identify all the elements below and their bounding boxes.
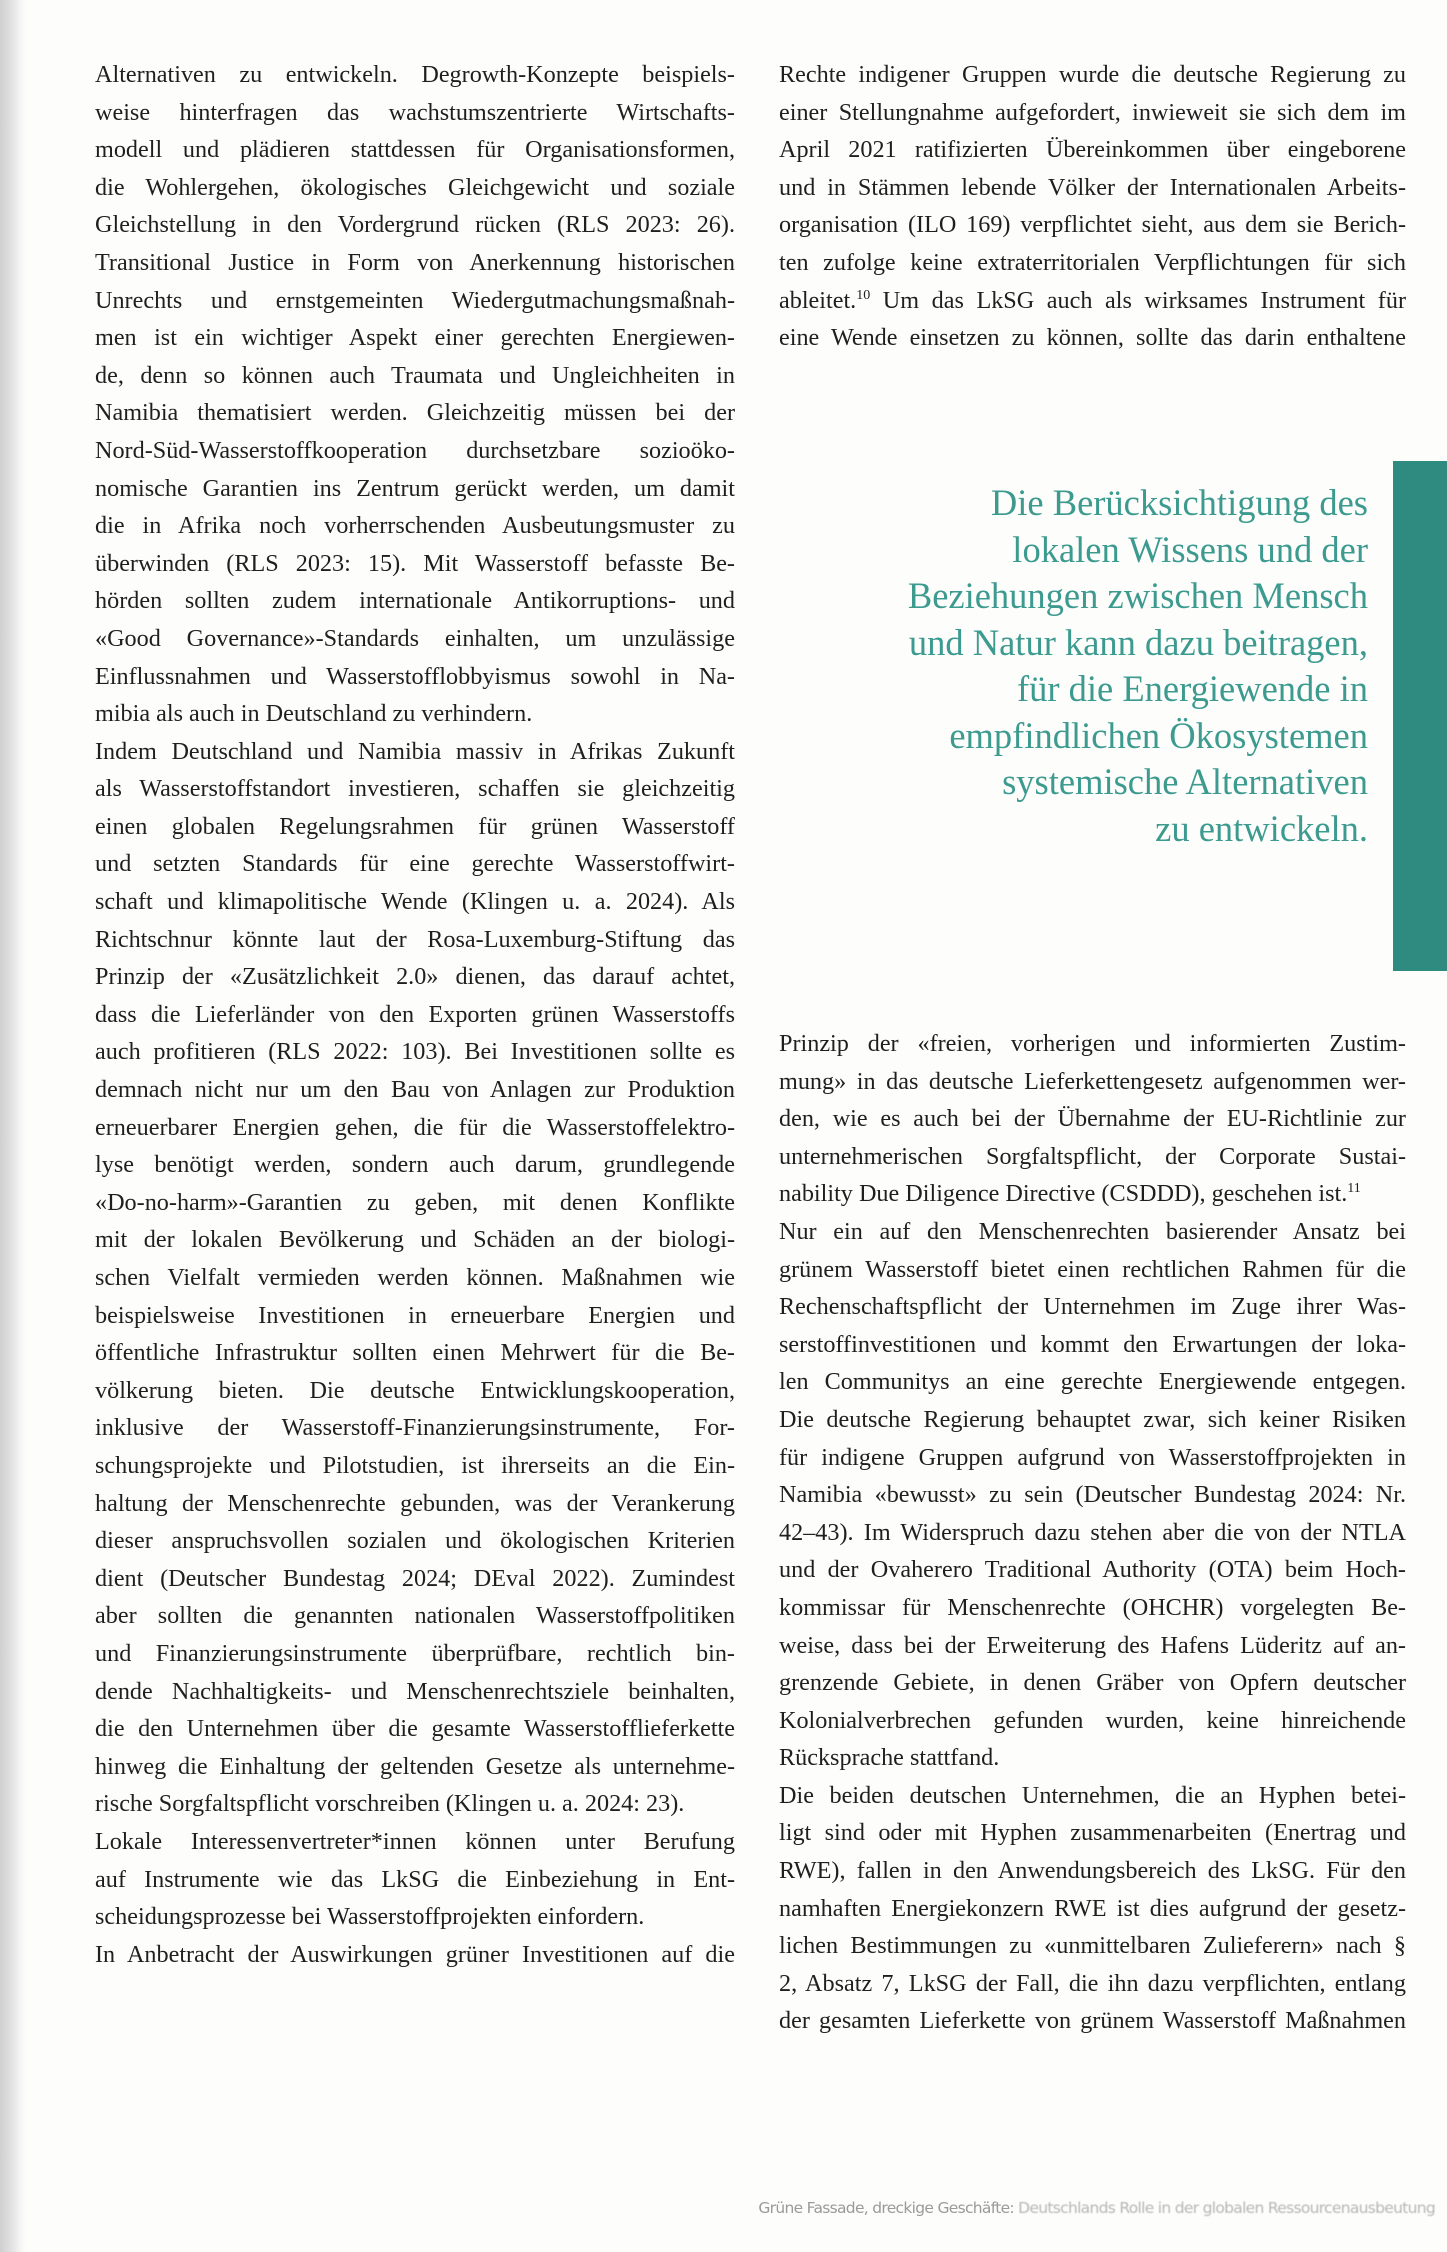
text-line: für indigene Gruppen aufgrund von Wasserstoffprojekten in [779, 1443, 1406, 1471]
text-line: Unrechts und ernstgemeinten Wiedergutmachungsmaßnah- [95, 286, 735, 314]
text-line: men ist ein wichtiger Aspekt einer gerechten Energiewen- [95, 324, 735, 352]
text-line: Gleichstellung in den Vordergrund rücken (RLS 2023: 26). [95, 211, 735, 239]
text-line: Transitional Justice in Form von Anerkennung historischen [95, 248, 735, 276]
text-line: Richtschnur könnte laut der Rosa-Luxemburg-Stiftung das [95, 925, 735, 953]
text-line-with-footnote [779, 1175, 1406, 1213]
text-line: Indem Deutschland und Namibia massiv in Afrikas Zukunft [95, 737, 735, 765]
text-line: öffentliche Infrastruktur sollten einen Mehrwert für die Be- [95, 1339, 735, 1367]
pull-quote-line: Die Berücksichtigung des [990, 482, 1368, 523]
text-line: die den Unternehmen über die gesamte Wasserstofflieferkette [95, 1715, 735, 1743]
text-line: auf Instrumente wie das LkSG die Einbeziehung in Ent- [95, 1865, 735, 1893]
pull-quote [770, 480, 1368, 852]
text-line: organisation (ILO 169) verpflichtet sieht, aus dem sie Berich- [779, 211, 1406, 239]
text-line: Rechenschaftspflicht der Unternehmen im Zuge ihrer Was- [779, 1293, 1406, 1321]
text-line: haltung der Menschenrechte gebunden, was der Verankerung [95, 1489, 735, 1517]
text-line: hörden sollten zudem internationale Antikorruptions- und [95, 587, 735, 615]
text-line: 2, Absatz 7, LkSG der Fall, die ihn dazu verpflichten, entlang [779, 1969, 1406, 1997]
text-line: überwinden (RLS 2023: 15). Mit Wasserstoff befasste Be- [95, 549, 735, 577]
paragraph-end-line: mibia als auch in Deutschland zu verhindern. [95, 700, 533, 728]
text-line-with-footnote [779, 282, 1406, 320]
pull-quote-line: für die Energiewende in [1016, 668, 1368, 709]
text-line: und der Ovaherero Traditional Authority (OTA) beim Hoch- [779, 1556, 1406, 1584]
text-line: dass die Lieferländer von den Exporten grünen Wasserstoffs [95, 1000, 735, 1028]
text-line: grenzende Gebiete, in denen Gräber von Opfern deutscher [779, 1669, 1406, 1697]
text-line: lichen Bestimmungen zu «unmittelbaren Zulieferern» nach § [779, 1932, 1406, 1960]
text-line: ligt sind oder mit Hyphen zusammenarbeiten (Enertrag und [779, 1819, 1406, 1847]
paragraph-end-line: rische Sorgfaltspflicht vorschreiben (Klingen u. a. 2024: 23). [95, 1790, 685, 1818]
text-line: Namibia thematisiert werden. Gleichzeitig müssen bei der [95, 399, 735, 427]
text-line: einen globalen Regelungsrahmen für grünen Wasserstoff [95, 812, 735, 840]
footnote-marker[interactable]: 10 [856, 287, 871, 303]
text-line: schaft und klimapolitische Wende (Klingen u. a. 2024). Als [95, 888, 735, 916]
text-line: inklusive der Wasserstoff-Finanzierungsinstrumente, For- [95, 1414, 735, 1442]
pull-quote-line: Beziehungen zwischen Mensch [907, 575, 1368, 616]
text-line: 42–43). Im Widerspruch dazu stehen aber die von der NTLA [779, 1518, 1406, 1546]
text-line: einer Stellungnahme aufgefordert, inwieweit sie sich dem im [779, 98, 1406, 126]
left-text-column [95, 56, 735, 1973]
text-line: die in Afrika noch vorherrschenden Ausbeutungsmuster zu [95, 512, 735, 540]
pull-quote-line: systemische Alternativen [1002, 761, 1368, 802]
text-line: namhaften Energiekonzern RWE ist dies aufgrund der gesetz- [779, 1894, 1406, 1922]
text-line: und in Stämmen lebende Völker der Internationalen Arbeits- [779, 173, 1406, 201]
text-line: hinweg die Einhaltung der geltenden Gesetze als unternehme- [95, 1752, 735, 1780]
text-line: April 2021 ratifizierten Übereinkommen über eingeborene [779, 136, 1406, 164]
footer-title: Grüne Fassade, dreckige Geschäfte: [758, 2199, 1019, 2217]
text-line: Kolonialverbrechen gefunden wurden, keine hinreichende [779, 1706, 1406, 1734]
text-line: «Do-no-harm»-Garantien zu geben, mit denen Konflikte [95, 1188, 735, 1216]
text-line: ten zufolge keine extraterritorialen Verpflichtungen für sich [779, 248, 1406, 276]
text-line: In Anbetracht der Auswirkungen grüner Investitionen auf die [95, 1940, 735, 1968]
text-line: dient (Deutscher Bundestag 2024; DEval 2022). Zumindest [95, 1564, 735, 1592]
text-line: de, denn so können auch Traumata und Ungleichheiten in [95, 361, 735, 389]
text-line: den, wie es auch bei der Übernahme der EU-Richtlinie zur [779, 1105, 1406, 1133]
paragraph-end-line: scheidungsprozesse bei Wasserstoffprojekten einfordern. [95, 1903, 645, 1931]
running-footer [715, 2199, 1435, 2217]
text-line: Rechte indigener Gruppen wurde die deutsche Regierung zu [779, 61, 1406, 88]
text-line: lyse benötigt werden, sondern auch darum, grundlegende [95, 1151, 735, 1179]
pull-quote-line: und Natur kann dazu beitragen, [908, 621, 1368, 663]
text-fragment: nability Due Diligence Directive (CSDDD), geschehen ist. [779, 1180, 1348, 1208]
text-line: eine Wende einsetzen zu können, sollte das darin enthaltene [779, 324, 1406, 352]
text-line: als Wasserstoffstandort investieren, schaffen sie gleichzeitig [95, 775, 735, 803]
text-line: und Finanzierungsinstrumente überprüfbare, rechtlich bin- [95, 1639, 735, 1667]
text-line: Prinzip der «Zusätzlichkeit 2.0» dienen, das darauf achtet, [95, 963, 735, 991]
text-line: unternehmerischen Sorgfaltspflicht, der Corporate Sustai- [779, 1142, 1406, 1170]
text-line: mit der lokalen Bevölkerung und Schäden an der biologi- [95, 1226, 735, 1254]
pull-quote-line: empfindlichen Ökosystemen [949, 714, 1368, 756]
text-line: Nur ein auf den Menschenrechten basierender Ansatz bei [779, 1217, 1406, 1245]
text-line: Namibia «bewusst» zu sein (Deutscher Bundestag 2024: Nr. [779, 1481, 1406, 1509]
text-line: nomische Garantien ins Zentrum gerückt werden, um damit [95, 474, 735, 502]
text-line: modell und plädieren stattdessen für Organisationsformen, [95, 136, 735, 164]
text-line: Alternativen zu entwickeln. Degrowth-Konzepte beispiels- [95, 61, 735, 88]
text-line: RWE), fallen in den Anwendungsbereich des LkSG. Für den [779, 1857, 1406, 1885]
text-line: aber sollten die genannten nationalen Wasserstoffpolitiken [95, 1602, 735, 1630]
text-line: auch profitieren (RLS 2022: 103). Bei Investitionen sollte es [95, 1038, 735, 1066]
pull-quote-line: zu entwickeln. [1155, 807, 1368, 849]
text-line: Lokale Interessenvertreter*innen können unter Berufung [95, 1827, 735, 1855]
text-line: weise, dass bei der Erweiterung des Hafens Lüderitz auf an- [779, 1631, 1406, 1659]
right-text-column-top [779, 56, 1406, 357]
footer-subtitle: Deutschlands Rolle in der globalen Ressourcenausbeutung [1018, 2199, 1435, 2217]
text-fragment: Um das LkSG auch als wirksames Instrument für [870, 286, 1406, 314]
text-line: Einflussnahmen und Wasserstofflobbyismus sowohl in Na- [95, 662, 735, 690]
text-line: kommissar für Menschenrechte (OHCHR) vorgelegten Be- [779, 1593, 1406, 1621]
pull-quote-line: lokalen Wissens und der [1012, 528, 1368, 570]
text-line: demnach nicht nur um den Bau von Anlagen zur Produktion [95, 1076, 735, 1104]
text-line: die Wohlergehen, ökologisches Gleichgewicht und soziale [95, 173, 735, 201]
text-line: «Good Governance»-Standards einhalten, um unzulässige [95, 624, 735, 652]
text-line: dende Nachhaltigkeits- und Menschenrechtsziele beinhalten, [95, 1677, 735, 1705]
right-text-column-bottom [779, 1025, 1406, 2040]
text-line: serstoffinvestitionen und kommt den Erwartungen der loka- [779, 1330, 1406, 1358]
text-line: len Communitys an eine gerechte Energiewende entgegen. [779, 1368, 1406, 1396]
pull-quote-accent-bar [1393, 461, 1447, 971]
text-line: dieser anspruchsvollen sozialen und ökologischen Kriterien [95, 1527, 735, 1555]
text-line: Nord-Süd-Wasserstoffkooperation durchsetzbare sozioöko- [95, 436, 735, 464]
footnote-marker[interactable]: 11 [1347, 1181, 1361, 1197]
text-line: mung» in das deutsche Lieferkettengesetz aufgenommen wer- [779, 1067, 1406, 1095]
paragraph-end-line: Rücksprache stattfand. [779, 1744, 1000, 1772]
text-line: und setzten Standards für eine gerechte Wasserstoffwirt- [95, 850, 735, 878]
text-line: völkerung bieten. Die deutsche Entwicklungskooperation, [95, 1376, 735, 1404]
text-line: schen Vielfalt vermieden werden können. Maßnahmen wie [95, 1264, 735, 1291]
text-line: Prinzip der «freien, vorherigen und informierten Zustim- [779, 1030, 1406, 1057]
text-line: Die beiden deutschen Unternehmen, die an Hyphen betei- [779, 1781, 1406, 1809]
text-line: Die deutsche Regierung behauptet zwar, sich keiner Risiken [779, 1405, 1406, 1433]
text-line: weise hinterfragen das wachstumszentrierte Wirtschafts- [95, 98, 735, 126]
book-spine-shadow [0, 0, 26, 2252]
text-line: der gesamten Lieferkette von grünem Wasserstoff Maßnahmen [779, 2007, 1406, 2035]
text-fragment: ableitet. [779, 286, 857, 314]
text-line: beispielsweise Investitionen in erneuerbare Energien und [95, 1301, 735, 1329]
text-line: grünem Wasserstoff bietet einen rechtlichen Rahmen für die [779, 1255, 1406, 1283]
text-line: erneuerbarer Energien gehen, die für die Wasserstoffelektro- [95, 1113, 735, 1141]
text-line: schungsprojekte und Pilotstudien, ist ihrerseits an die Ein- [95, 1451, 735, 1479]
